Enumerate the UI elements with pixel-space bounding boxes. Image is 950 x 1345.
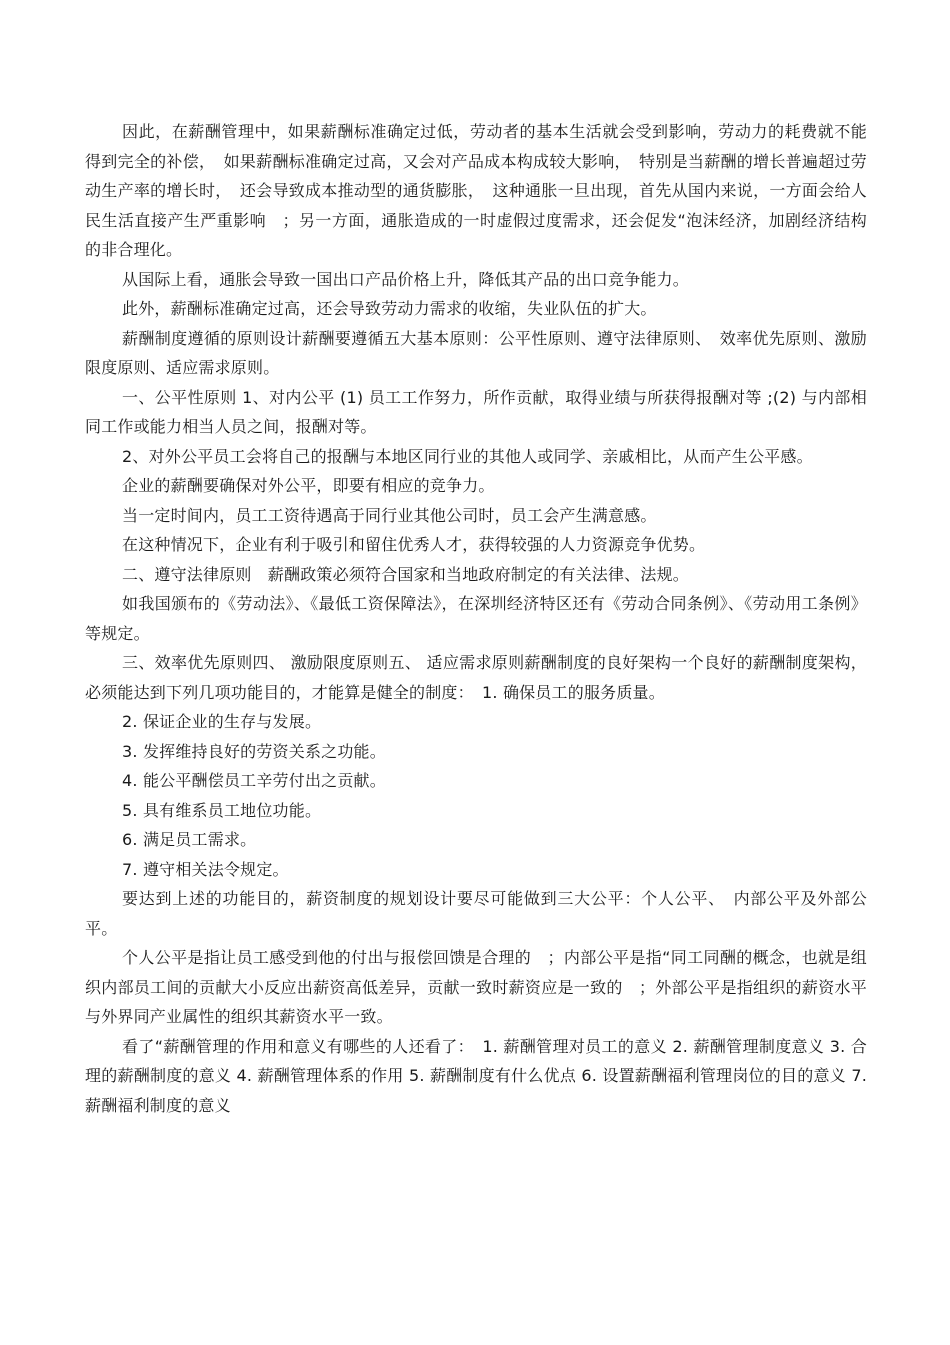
- list-item-function-2: 2. 保证企业的生存与发展。: [122, 712, 322, 731]
- paragraph-related-reading: 看了“薪酬管理的作用和意义有哪些的人还看了： 1. 薪酬管理对员工的意义 2. 薪酬管理制度意义 3. 合理的薪酬制度的意义 4. 薪酬管理体系的作用 5. 薪酬制度有什么优点 6. 设置薪酬福利管理岗位的目的意义 7. 薪酬福利制度的意义: [85, 1036, 867, 1115]
- paragraph-five-principles: 薪酬制度遵循的原则设计薪酬要遵循五大基本原则：公平性原则、遵守法律原则、 效率优先原则、激励限度原则、适应需求原则。: [85, 328, 867, 377]
- list-item-function-6: 6. 满足员工需求。: [122, 830, 257, 849]
- paragraph-external-fairness: 2、对外公平员工会将自己的报酬与本地区同行业的其他人或同学、亲戚相比，从而产生公平感。: [122, 446, 813, 466]
- paragraph-fairness-definitions: 个人公平是指让员工感受到他的付出与报偿回馈是合理的 ；内部公平是指“同工同酬的概念，也就是组织内部员工间的贡献大小反应出薪资高低差异，贡献一致时薪资应是一致的 ；外部公平是指组织的薪资水平与外界同产业属性的组织其薪资水平一致。: [85, 948, 867, 1026]
- paragraph-labor-demand: 此外，薪酬标准确定过高，还会导致劳动力需求的收缩，失业队伍的扩大。: [122, 299, 657, 318]
- paragraph-competitiveness: 企业的薪酬要确保对外公平，即要有相应的竞争力。: [122, 476, 495, 495]
- paragraph-laws: 如我国颁布的《劳动法》、《最低工资保障法》，在深圳经济特区还有《劳动合同条例》、《劳动用工条例》等规定。: [85, 594, 867, 643]
- paragraph-talent-retention: 在这种情况下，企业有利于吸引和留住优秀人才，获得较强的人力资源竞争优势。: [122, 535, 706, 554]
- document-body: [85, 117, 867, 1120]
- paragraph-inflation-impact: 因此，在薪酬管理中，如果薪酬标准确定过低，劳动者的基本生活就会受到影响，劳动力的耗费就不能得到完全的补偿， 如果薪酬标准确定过高，又会对产品成本构成较大影响， 特别是当薪酬的增长普遍超过劳动生产率的增长时， 还会导致成本推动型的通货膨胀， 这种通胀一旦出现，首先从国内来说，一方面会给人民生活直接产生严重影响 ；另一方面，通胀造成的一时虚假过度需求，还会促发“泡沫经济，加剧经济结构的非合理化。: [85, 122, 867, 259]
- paragraph-export-competitiveness: 从国际上看，通胀会导致一国出口产品价格上升，降低其产品的出口竞争能力。: [122, 269, 690, 289]
- list-item-function-3: 3. 发挥维持良好的劳资关系之功能。: [122, 741, 386, 761]
- paragraph-satisfaction: 当一定时间内，员工工资待遇高于同行业其他公司时，员工会产生满意感。: [122, 505, 657, 525]
- paragraph-three-fairness: 要达到上述的功能目的，薪资制度的规划设计要尽可能做到三大公平：个人公平、 内部公平及外部公平。: [85, 889, 867, 938]
- list-item-function-7: 7. 遵守相关法令规定。: [122, 859, 289, 879]
- paragraph-fairness-principle: 一、公平性原则 1、对内公平 (1) 员工工作努力，所作贡献，取得业绩与所获得报酬对等 ;(2) 与内部相同工作或能力相当人员之间，报酬对等。: [85, 387, 867, 436]
- list-item-function-4: 4. 能公平酬偿员工辛劳付出之贡献。: [122, 771, 386, 790]
- paragraph-system-structure: 三、效率优先原则四、 激励限度原则五、 适应需求原则薪酬制度的良好架构一个良好的薪酬制度架构，必须能达到下列几项功能目的，才能算是健全的制度： 1. 确保员工的服务质量。: [85, 653, 867, 702]
- list-item-function-5: 5. 具有维系员工地位功能。: [122, 800, 322, 820]
- paragraph-legal-principle: 二、遵守法律原则 薪酬政策必须符合国家和当地政府制定的有关法律、法规。: [122, 564, 690, 584]
